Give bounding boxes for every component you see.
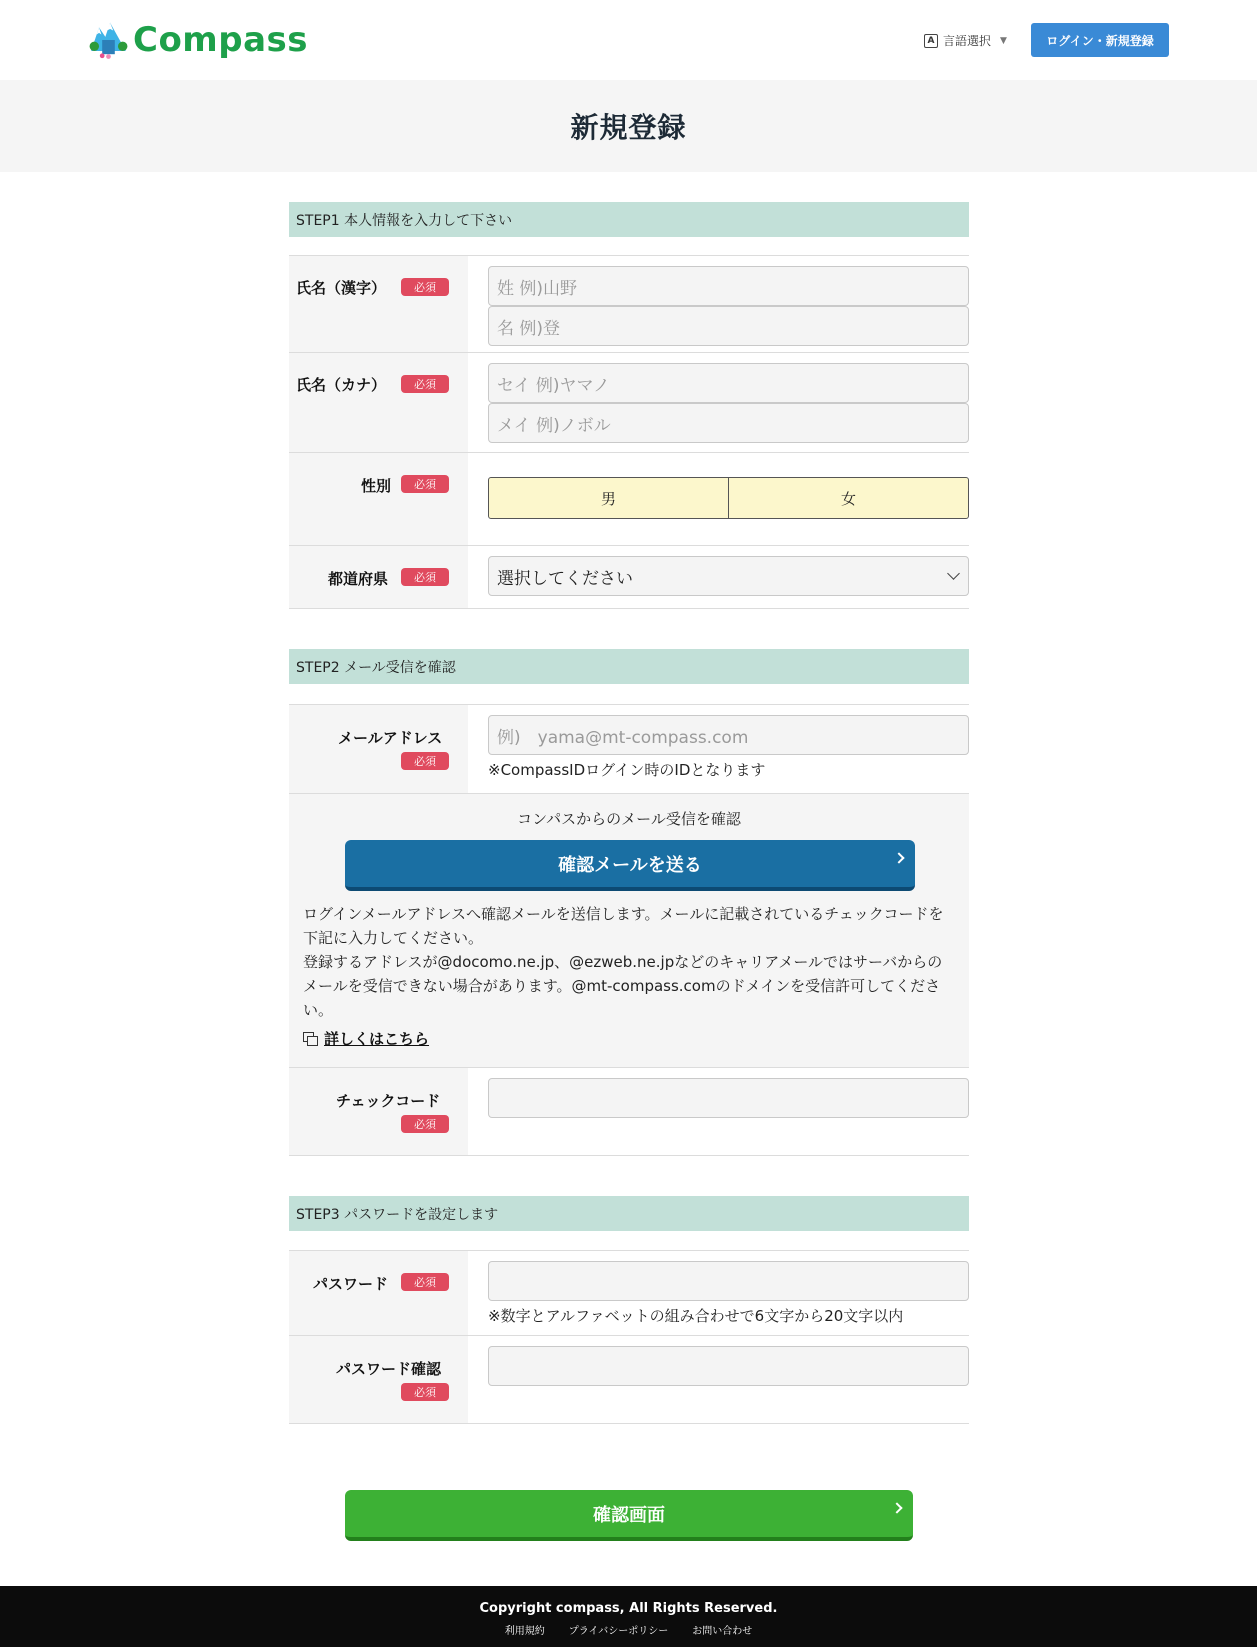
email-note: ※CompassIDログイン時のIDとなります xyxy=(488,761,766,779)
last-name-kanji-input[interactable]: 姓 例)山野 xyxy=(488,266,969,306)
footer-link-terms[interactable]: 利用規約 xyxy=(504,1626,545,1637)
send-confirm-mail-button[interactable] xyxy=(345,840,915,891)
caret-down-icon: ▼ xyxy=(1000,35,1007,46)
copyright-text: Copyright compass, All Rights Reserved. xyxy=(479,1601,778,1616)
logo-wordmark: Compass xyxy=(133,20,308,60)
footer-link-privacy[interactable]: プライバシーポリシー xyxy=(568,1626,669,1637)
footer-link-contact[interactable]: お問い合わせ xyxy=(692,1626,753,1637)
chevron-right-icon xyxy=(893,852,904,863)
label-cell xyxy=(289,353,468,452)
step3-heading: STEP3 パスワードを設定します xyxy=(289,1196,969,1231)
label-cell xyxy=(289,705,468,793)
field-cell xyxy=(468,1336,969,1423)
required-badge: 必須 xyxy=(401,1383,449,1401)
language-selector[interactable] xyxy=(924,32,1007,49)
page-title: 新規登録 xyxy=(570,111,687,144)
title-band xyxy=(0,80,1257,172)
send-confirm-mail-label: 確認メールを送る xyxy=(558,854,702,876)
prefecture-row xyxy=(289,545,969,609)
password-label: パスワード xyxy=(313,1275,389,1293)
field-cell xyxy=(468,353,969,452)
email-row xyxy=(289,704,969,793)
email-label: メールアドレス xyxy=(338,729,443,747)
instruction-paragraph: 登録するアドレスが@docomo.ne.jp、@ezweb.ne.jpなどのキャリアメールではサーバからのメールを受信できない場合があります。@mt-compass.comのドメインを受信許可してください。 xyxy=(303,953,943,1019)
site-footer xyxy=(0,1586,1257,1647)
details-link-label: 詳しくはこちら xyxy=(324,1030,430,1048)
step1-heading: STEP1 本人情報を入力して下さい xyxy=(289,202,969,237)
external-window-icon xyxy=(303,1032,318,1045)
prefecture-label: 都道府県 xyxy=(328,570,389,588)
password-row xyxy=(289,1250,969,1335)
mountain-logo-icon xyxy=(88,14,129,66)
details-link[interactable] xyxy=(303,1028,969,1049)
prefecture-selected-value: 選択してください xyxy=(497,568,633,589)
field-cell xyxy=(468,546,969,608)
label-cell xyxy=(289,1251,468,1335)
field-cell xyxy=(468,1068,969,1155)
first-name-kanji-input[interactable]: 名 例)登 xyxy=(488,306,969,346)
password-confirm-input[interactable] xyxy=(488,1346,969,1386)
name-kanji-row xyxy=(289,255,969,352)
mail-confirm-caption: コンパスからのメール受信を確認 xyxy=(517,810,741,828)
confirm-screen-label: 確認画面 xyxy=(593,1504,665,1526)
language-icon: A xyxy=(924,34,938,48)
footer-links xyxy=(0,1622,1257,1637)
site-header xyxy=(0,0,1257,80)
language-label: 言語選択 xyxy=(943,34,992,48)
email-input[interactable]: 例) yama@mt-compass.com xyxy=(488,715,969,755)
gender-male-option[interactable]: 男 xyxy=(600,489,616,508)
label-cell xyxy=(289,1336,468,1423)
compass-logo[interactable] xyxy=(88,14,308,66)
required-badge: 必須 xyxy=(401,1273,449,1291)
name-kana-label: 氏名（カナ） xyxy=(296,376,387,394)
label-cell xyxy=(289,1068,468,1155)
field-cell xyxy=(468,705,969,793)
label-cell xyxy=(289,256,468,352)
gender-toggle xyxy=(488,477,969,519)
required-badge: 必須 xyxy=(401,278,449,296)
name-kana-row xyxy=(289,352,969,452)
chevron-right-icon xyxy=(891,1502,902,1513)
login-register-button[interactable]: ログイン・新規登録 xyxy=(1031,23,1169,57)
label-cell xyxy=(289,546,468,608)
label-cell xyxy=(289,453,468,545)
step2-heading: STEP2 メール受信を確認 xyxy=(289,649,969,684)
password-note: ※数字とアルファベットの組み合わせで6文字から20文字以内 xyxy=(488,1307,904,1325)
required-badge: 必須 xyxy=(401,375,449,393)
first-name-kana-input[interactable]: メイ 例)ノボル xyxy=(488,403,969,443)
required-badge: 必須 xyxy=(401,568,449,586)
registration-form xyxy=(289,202,969,1424)
chevron-down-icon xyxy=(947,567,960,580)
required-badge: 必須 xyxy=(401,1115,449,1133)
required-badge: 必須 xyxy=(401,475,449,493)
confirm-screen-button[interactable] xyxy=(345,1490,913,1541)
mail-confirm-box xyxy=(289,793,969,1067)
name-kanji-label: 氏名（漢字） xyxy=(296,279,387,297)
last-name-kana-input[interactable]: セイ 例)ヤマノ xyxy=(488,363,969,403)
gender-row xyxy=(289,452,969,545)
password-confirm-label: パスワード確認 xyxy=(336,1360,442,1378)
password-input[interactable] xyxy=(488,1261,969,1301)
check-code-input[interactable] xyxy=(488,1078,969,1118)
gender-female-option[interactable]: 女 xyxy=(728,478,968,518)
field-cell xyxy=(468,1251,969,1335)
mail-instructions xyxy=(289,891,969,1022)
gender-label: 性別 xyxy=(361,477,392,495)
password-confirm-row xyxy=(289,1335,969,1424)
required-badge: 必須 xyxy=(401,752,449,770)
field-cell xyxy=(468,256,969,352)
prefecture-select[interactable] xyxy=(488,556,969,596)
field-cell xyxy=(468,453,969,545)
check-code-label: チェックコード xyxy=(336,1092,441,1110)
check-code-row xyxy=(289,1067,969,1156)
instruction-paragraph: ログインメールアドレスへ確認メールを送信します。メールに記載されているチェックコードを下記に入力してください。 xyxy=(303,905,944,947)
